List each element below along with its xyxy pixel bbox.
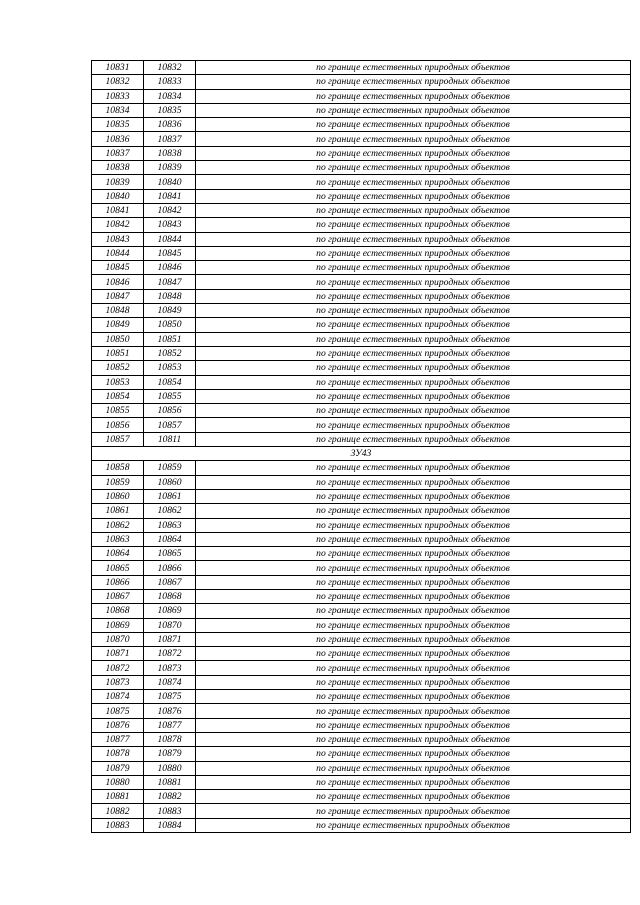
point-to-cell: 10854: [144, 375, 196, 389]
point-from-cell: 10873: [92, 675, 144, 689]
point-to-cell: 10883: [144, 804, 196, 818]
point-to-cell: 10838: [144, 146, 196, 160]
boundary-description-cell: по границе естественных природных объектов: [196, 161, 631, 175]
point-to-cell: 10851: [144, 332, 196, 346]
point-from-cell: 10849: [92, 318, 144, 332]
point-to-cell: 10859: [144, 461, 196, 475]
boundary-description-cell: по границе естественных природных объектов: [196, 690, 631, 704]
point-to-cell: 10835: [144, 103, 196, 117]
boundary-description-cell: по границе естественных природных объектов: [196, 647, 631, 661]
point-from-cell: 10839: [92, 175, 144, 189]
boundary-description-cell: по границе естественных природных объектов: [196, 661, 631, 675]
point-to-cell: 10847: [144, 275, 196, 289]
point-from-cell: 10851: [92, 346, 144, 360]
table-body-part1: [92, 61, 631, 447]
point-from-cell: 10876: [92, 718, 144, 732]
boundary-description-cell: по границе естественных природных объектов: [196, 775, 631, 789]
point-to-cell: 10864: [144, 532, 196, 546]
point-to-cell: 10855: [144, 389, 196, 403]
point-to-cell: 10872: [144, 647, 196, 661]
boundary-description-cell: по границе естественных природных объектов: [196, 818, 631, 832]
boundary-description-cell: по границе естественных природных объектов: [196, 675, 631, 689]
table-row: [92, 103, 631, 117]
boundary-description-cell: по границе естественных природных объектов: [196, 332, 631, 346]
boundary-description-cell: по границе естественных природных объектов: [196, 289, 631, 303]
point-from-cell: 10874: [92, 690, 144, 704]
boundary-description-cell: по границе естественных природных объектов: [196, 318, 631, 332]
table-row: [92, 75, 631, 89]
boundary-description-cell: по границе естественных природных объектов: [196, 175, 631, 189]
point-to-cell: 10881: [144, 775, 196, 789]
boundary-description-cell: по границе естественных природных объектов: [196, 75, 631, 89]
table-row: [92, 289, 631, 303]
boundary-description-cell: по границе естественных природных объектов: [196, 804, 631, 818]
table-row: [92, 346, 631, 360]
boundary-description-cell: по границе естественных природных объектов: [196, 261, 631, 275]
boundary-description-cell: по границе естественных природных объектов: [196, 418, 631, 432]
boundary-description-cell: по границе естественных природных объектов: [196, 103, 631, 117]
table-row: [92, 389, 631, 403]
boundary-description-cell: по границе естественных природных объектов: [196, 547, 631, 561]
point-to-cell: 10832: [144, 61, 196, 75]
point-from-cell: 10859: [92, 475, 144, 489]
table-body-part2: [92, 461, 631, 833]
boundary-description-cell: по границе естественных природных объектов: [196, 232, 631, 246]
table-row: [92, 790, 631, 804]
table-row: [92, 504, 631, 518]
table-row: [92, 161, 631, 175]
point-to-cell: 10841: [144, 189, 196, 203]
point-to-cell: 10861: [144, 489, 196, 503]
boundary-description-cell: по границе естественных природных объектов: [196, 61, 631, 75]
point-from-cell: 10883: [92, 818, 144, 832]
point-to-cell: 10839: [144, 161, 196, 175]
table-row: [92, 203, 631, 217]
point-from-cell: 10834: [92, 103, 144, 117]
boundary-description-cell: по границе естественных природных объектов: [196, 761, 631, 775]
boundary-description-cell: по границе естественных природных объектов: [196, 189, 631, 203]
point-from-cell: 10865: [92, 561, 144, 575]
point-to-cell: 10882: [144, 790, 196, 804]
point-to-cell: 10862: [144, 504, 196, 518]
point-from-cell: 10881: [92, 790, 144, 804]
point-from-cell: 10862: [92, 518, 144, 532]
table-row: [92, 332, 631, 346]
point-from-cell: 10836: [92, 132, 144, 146]
boundary-description-cell: по границе естественных природных объектов: [196, 118, 631, 132]
point-from-cell: 10875: [92, 704, 144, 718]
table-row: [92, 718, 631, 732]
point-to-cell: 10811: [144, 432, 196, 446]
table-row: [92, 89, 631, 103]
point-to-cell: 10846: [144, 261, 196, 275]
table-row: [92, 189, 631, 203]
point-from-cell: 10877: [92, 732, 144, 746]
boundary-description-cell: по границе естественных природных объектов: [196, 718, 631, 732]
point-from-cell: 10872: [92, 661, 144, 675]
table-row: [92, 818, 631, 832]
point-to-cell: 10840: [144, 175, 196, 189]
point-to-cell: 10837: [144, 132, 196, 146]
table-row: [92, 432, 631, 446]
boundary-description-cell: по границе естественных природных объектов: [196, 146, 631, 160]
point-to-cell: 10842: [144, 203, 196, 217]
point-from-cell: 10870: [92, 632, 144, 646]
point-from-cell: 10861: [92, 504, 144, 518]
point-to-cell: 10867: [144, 575, 196, 589]
table-row: [92, 218, 631, 232]
table-row: [92, 475, 631, 489]
point-to-cell: 10878: [144, 732, 196, 746]
point-from-cell: 10866: [92, 575, 144, 589]
point-from-cell: 10850: [92, 332, 144, 346]
point-to-cell: 10880: [144, 761, 196, 775]
boundary-description-cell: по границе естественных природных объектов: [196, 404, 631, 418]
boundary-description-cell: по границе естественных природных объектов: [196, 618, 631, 632]
point-from-cell: 10832: [92, 75, 144, 89]
table-row: [92, 261, 631, 275]
point-from-cell: 10853: [92, 375, 144, 389]
point-from-cell: 10882: [92, 804, 144, 818]
table-row: [92, 575, 631, 589]
point-from-cell: 10847: [92, 289, 144, 303]
section-label: ЗУ43: [92, 447, 631, 461]
point-to-cell: 10850: [144, 318, 196, 332]
boundary-description-cell: по границе естественных природных объектов: [196, 604, 631, 618]
table-row: [92, 661, 631, 675]
boundary-description-cell: по границе естественных природных объектов: [196, 575, 631, 589]
boundary-description-cell: по границе естественных природных объектов: [196, 747, 631, 761]
table-row: [92, 246, 631, 260]
point-to-cell: 10844: [144, 232, 196, 246]
table-row: [92, 146, 631, 160]
point-to-cell: 10871: [144, 632, 196, 646]
point-from-cell: 10858: [92, 461, 144, 475]
point-from-cell: 10840: [92, 189, 144, 203]
table-row: [92, 318, 631, 332]
point-from-cell: 10880: [92, 775, 144, 789]
point-from-cell: 10864: [92, 547, 144, 561]
point-to-cell: 10870: [144, 618, 196, 632]
table-row: [92, 304, 631, 318]
point-to-cell: 10843: [144, 218, 196, 232]
point-to-cell: 10836: [144, 118, 196, 132]
point-to-cell: 10879: [144, 747, 196, 761]
section-header-group: [92, 447, 631, 461]
boundary-description-cell: по границе естественных природных объектов: [196, 504, 631, 518]
boundary-description-cell: по границе естественных природных объектов: [196, 361, 631, 375]
table-row: [92, 604, 631, 618]
point-from-cell: 10863: [92, 532, 144, 546]
table-row: [92, 375, 631, 389]
point-to-cell: 10865: [144, 547, 196, 561]
point-from-cell: 10841: [92, 203, 144, 217]
table-row: [92, 775, 631, 789]
point-to-cell: 10849: [144, 304, 196, 318]
boundary-description-cell: по границе естественных природных объектов: [196, 275, 631, 289]
point-to-cell: 10866: [144, 561, 196, 575]
point-from-cell: 10837: [92, 146, 144, 160]
table-row: [92, 647, 631, 661]
table-row: [92, 175, 631, 189]
point-from-cell: 10842: [92, 218, 144, 232]
table-row: [92, 761, 631, 775]
table-row: [92, 418, 631, 432]
point-from-cell: 10833: [92, 89, 144, 103]
boundary-description-cell: по границе естественных природных объектов: [196, 218, 631, 232]
point-from-cell: 10867: [92, 589, 144, 603]
boundary-description-cell: по границе естественных природных объектов: [196, 461, 631, 475]
table-row: [92, 547, 631, 561]
table-row: [92, 275, 631, 289]
point-from-cell: 10846: [92, 275, 144, 289]
point-from-cell: 10831: [92, 61, 144, 75]
boundary-description-cell: по границе естественных природных объектов: [196, 790, 631, 804]
point-to-cell: 10884: [144, 818, 196, 832]
section-header-row: [92, 447, 631, 461]
point-from-cell: 10878: [92, 747, 144, 761]
point-from-cell: 10845: [92, 261, 144, 275]
point-to-cell: 10874: [144, 675, 196, 689]
boundary-description-cell: по границе естественных природных объектов: [196, 489, 631, 503]
table-row: [92, 489, 631, 503]
table-row: [92, 804, 631, 818]
point-from-cell: 10860: [92, 489, 144, 503]
point-to-cell: 10853: [144, 361, 196, 375]
table-row: [92, 61, 631, 75]
boundary-description-cell: по границе естественных природных объектов: [196, 732, 631, 746]
point-from-cell: 10843: [92, 232, 144, 246]
point-to-cell: 10868: [144, 589, 196, 603]
table-row: [92, 618, 631, 632]
table-row: [92, 461, 631, 475]
boundary-description-cell: по границе естественных природных объектов: [196, 589, 631, 603]
boundary-description-cell: по границе естественных природных объектов: [196, 375, 631, 389]
point-to-cell: 10834: [144, 89, 196, 103]
table-row: [92, 561, 631, 575]
point-to-cell: 10857: [144, 418, 196, 432]
table-row: [92, 132, 631, 146]
boundary-description-cell: по границе естественных природных объектов: [196, 475, 631, 489]
point-from-cell: 10879: [92, 761, 144, 775]
point-to-cell: 10863: [144, 518, 196, 532]
point-to-cell: 10833: [144, 75, 196, 89]
table-row: [92, 532, 631, 546]
boundary-description-cell: по границе естественных природных объектов: [196, 432, 631, 446]
boundary-description-cell: по границе естественных природных объектов: [196, 389, 631, 403]
table-row: [92, 361, 631, 375]
point-from-cell: 10871: [92, 647, 144, 661]
point-from-cell: 10835: [92, 118, 144, 132]
boundary-description-cell: по границе естественных природных объектов: [196, 346, 631, 360]
point-from-cell: 10869: [92, 618, 144, 632]
boundary-description-cell: по границе естественных природных объектов: [196, 246, 631, 260]
point-from-cell: 10856: [92, 418, 144, 432]
table-row: [92, 704, 631, 718]
boundary-description-cell: по границе естественных природных объектов: [196, 632, 631, 646]
boundary-description-cell: по границе естественных природных объектов: [196, 518, 631, 532]
document-page: [91, 60, 630, 833]
boundary-description-cell: по границе естественных природных объектов: [196, 304, 631, 318]
boundary-description-cell: по границе естественных природных объектов: [196, 132, 631, 146]
table-row: [92, 518, 631, 532]
point-to-cell: 10877: [144, 718, 196, 732]
boundary-description-cell: по границе естественных природных объектов: [196, 89, 631, 103]
point-to-cell: 10852: [144, 346, 196, 360]
boundary-description-cell: по границе естественных природных объектов: [196, 532, 631, 546]
table-row: [92, 404, 631, 418]
table-row: [92, 589, 631, 603]
point-from-cell: 10844: [92, 246, 144, 260]
point-from-cell: 10854: [92, 389, 144, 403]
point-to-cell: 10856: [144, 404, 196, 418]
table-row: [92, 675, 631, 689]
table-row: [92, 732, 631, 746]
point-to-cell: 10860: [144, 475, 196, 489]
point-from-cell: 10852: [92, 361, 144, 375]
table-row: [92, 747, 631, 761]
point-from-cell: 10838: [92, 161, 144, 175]
table-row: [92, 690, 631, 704]
boundary-description-cell: по границе естественных природных объектов: [196, 704, 631, 718]
point-to-cell: 10873: [144, 661, 196, 675]
boundary-table: [91, 60, 631, 833]
table-row: [92, 632, 631, 646]
point-to-cell: 10875: [144, 690, 196, 704]
point-to-cell: 10845: [144, 246, 196, 260]
point-from-cell: 10857: [92, 432, 144, 446]
point-to-cell: 10848: [144, 289, 196, 303]
point-from-cell: 10848: [92, 304, 144, 318]
table-row: [92, 232, 631, 246]
point-from-cell: 10868: [92, 604, 144, 618]
point-to-cell: 10876: [144, 704, 196, 718]
boundary-description-cell: по границе естественных природных объектов: [196, 203, 631, 217]
point-to-cell: 10869: [144, 604, 196, 618]
table-row: [92, 118, 631, 132]
boundary-description-cell: по границе естественных природных объектов: [196, 561, 631, 575]
point-from-cell: 10855: [92, 404, 144, 418]
